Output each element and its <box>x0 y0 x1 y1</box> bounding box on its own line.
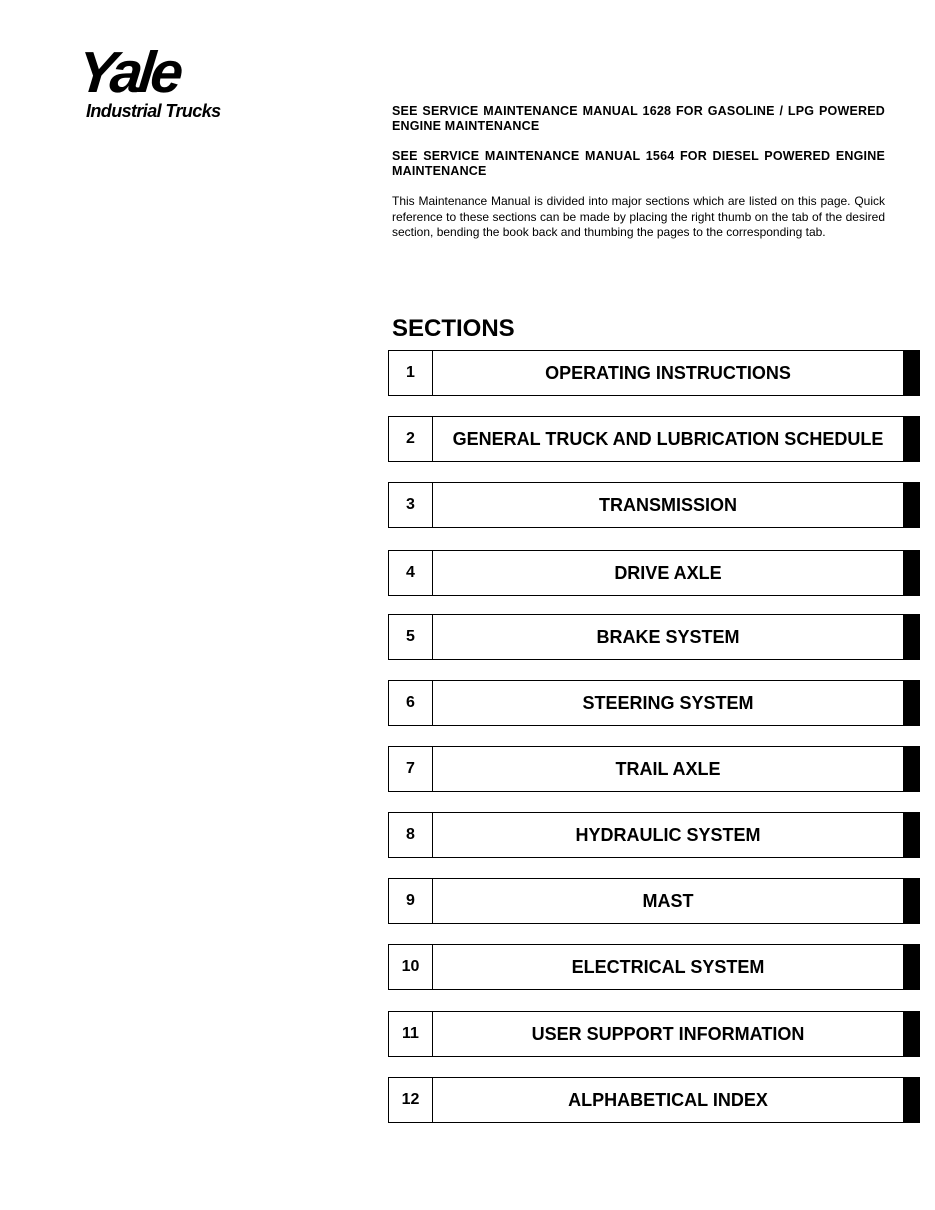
thumb-tab-marker[interactable] <box>903 747 920 791</box>
section-number: 8 <box>389 813 433 857</box>
thumb-tab-marker[interactable] <box>903 879 920 923</box>
section-title: HYDRAULIC SYSTEM <box>575 824 761 845</box>
section-title: ELECTRICAL SYSTEM <box>571 956 765 977</box>
section-title: USER SUPPORT INFORMATION <box>531 1023 805 1044</box>
intro-paragraph: This Maintenance Manual is divided into major sections which are listed on this page. Quick reference to these sections can be made by placing the right thumb on the tab of the desired section, bending the book back and thumbing the pages to the corresponding tab. <box>392 194 885 239</box>
thumb-tab-marker[interactable] <box>903 351 920 395</box>
gasoline-lpg-note: SEE SERVICE MAINTENANCE MANUAL 1628 FOR GASOLINE / LPG POWERED ENGINE MAINTENANCE <box>392 104 885 133</box>
logo-subtitle: Industrial Trucks <box>86 101 221 121</box>
thumb-tab-marker[interactable] <box>903 945 920 989</box>
section-number: 1 <box>389 351 433 395</box>
logo-brand: Yale <box>74 40 183 105</box>
section-number: 9 <box>389 879 433 923</box>
section-number: 6 <box>389 681 433 725</box>
section-tab-7[interactable] <box>388 746 920 792</box>
yale-logo <box>74 40 246 130</box>
section-title: ALPHABETICAL INDEX <box>568 1089 768 1110</box>
section-tab-12[interactable] <box>388 1077 920 1123</box>
section-number: 11 <box>389 1012 433 1056</box>
section-title: TRAIL AXLE <box>615 758 721 779</box>
section-number: 5 <box>389 615 433 659</box>
section-number: 10 <box>389 945 433 989</box>
section-tab-11[interactable] <box>388 1011 920 1057</box>
thumb-tab-marker[interactable] <box>903 1078 920 1122</box>
section-number: 2 <box>389 417 433 461</box>
thumb-tab-marker[interactable] <box>903 813 920 857</box>
section-title: GENERAL TRUCK AND LUBRICATION SCHEDULE <box>452 428 884 449</box>
section-title: TRANSMISSION <box>598 494 737 515</box>
section-number: 3 <box>389 483 433 527</box>
thumb-tab-marker[interactable] <box>903 417 920 461</box>
section-title: MAST <box>642 890 694 911</box>
sections-heading: SECTIONS <box>392 315 515 342</box>
section-title: OPERATING INSTRUCTIONS <box>545 362 791 383</box>
section-title: DRIVE AXLE <box>614 562 722 583</box>
section-title: BRAKE SYSTEM <box>596 626 740 647</box>
maintenance-notes <box>392 104 885 241</box>
thumb-tab-marker[interactable] <box>903 681 920 725</box>
thumb-tab-marker[interactable] <box>903 615 920 659</box>
section-number: 7 <box>389 747 433 791</box>
diesel-note: SEE SERVICE MAINTENANCE MANUAL 1564 FOR DIESEL POWERED ENGINE MAINTENANCE <box>392 149 885 178</box>
thumb-tab-marker[interactable] <box>903 1012 920 1056</box>
section-tab-8[interactable] <box>388 812 920 858</box>
thumb-tab-marker[interactable] <box>903 483 920 527</box>
section-tab-4[interactable] <box>388 550 920 596</box>
section-number: 4 <box>389 551 433 595</box>
section-title: STEERING SYSTEM <box>582 692 754 713</box>
section-tab-3[interactable] <box>388 482 920 528</box>
section-number: 12 <box>389 1078 433 1122</box>
section-tab-6[interactable] <box>388 680 920 726</box>
section-tab-1[interactable] <box>388 350 920 396</box>
section-tab-9[interactable] <box>388 878 920 924</box>
thumb-tab-marker[interactable] <box>903 551 920 595</box>
section-tab-5[interactable] <box>388 614 920 660</box>
section-tab-2[interactable] <box>388 416 920 462</box>
section-tab-10[interactable] <box>388 944 920 990</box>
